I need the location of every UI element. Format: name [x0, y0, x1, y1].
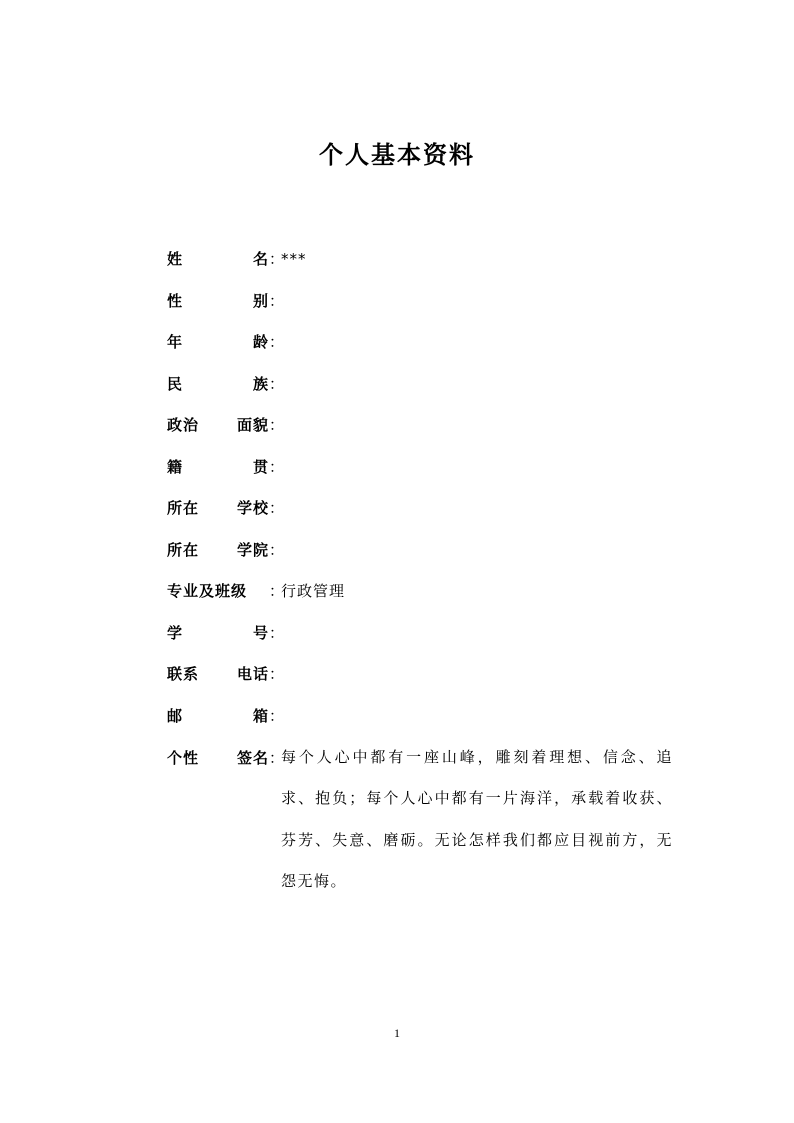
field-label	[167, 415, 269, 435]
field-label-left: 个性	[167, 749, 200, 767]
field-row-age	[167, 332, 687, 374]
field-label-right: 贯	[252, 457, 269, 476]
page-number: 1	[394, 1026, 400, 1040]
field-row-political-status	[167, 415, 687, 457]
field-row-signature	[167, 747, 687, 903]
field-label-right: 号	[252, 623, 269, 642]
field-label-right: 签名	[236, 749, 269, 767]
field-row-gender	[167, 291, 687, 333]
field-label-right: 名	[252, 250, 269, 268]
field-label-left: 籍	[167, 457, 184, 476]
field-label-right: 电话	[236, 665, 269, 683]
field-colon: ：	[269, 582, 285, 600]
field-row-phone	[167, 664, 687, 706]
field-label	[167, 540, 269, 560]
field-row-ethnicity	[167, 374, 687, 416]
field-label	[167, 664, 269, 684]
field-colon: ：	[269, 540, 285, 559]
field-label	[167, 623, 269, 643]
field-colon: ：	[269, 665, 285, 683]
field-label	[167, 332, 269, 352]
field-label	[167, 498, 269, 518]
field-colon: ：	[269, 706, 285, 725]
field-label-left: 年	[167, 333, 184, 351]
field-colon: ：	[269, 374, 285, 393]
profile-fields	[167, 249, 687, 903]
field-value-name: ***	[281, 250, 307, 268]
field-row-school	[167, 498, 687, 540]
document-title: 个人基本资料	[319, 141, 475, 169]
field-label	[167, 374, 269, 394]
field-label	[167, 706, 269, 726]
field-colon: ：	[269, 499, 285, 517]
field-label-right: 学院	[236, 540, 269, 559]
field-label-right: 别	[252, 291, 269, 310]
field-label-right: 面貌	[236, 416, 269, 434]
field-value-major-class: 行政管理	[281, 582, 346, 600]
field-row-college	[167, 540, 687, 582]
field-row-student-id	[167, 623, 687, 665]
field-colon: ：	[269, 250, 285, 268]
field-colon: ：	[269, 457, 285, 476]
field-label-left: 性	[167, 291, 184, 310]
field-row-name	[167, 249, 687, 291]
field-label-left: 姓	[167, 250, 184, 268]
field-label-left: 学	[167, 623, 184, 642]
field-label-right: 学校	[236, 499, 269, 517]
field-label	[167, 291, 269, 311]
field-label-left: 所在	[167, 499, 200, 517]
field-label-left: 邮	[167, 706, 184, 725]
field-label-right: 龄	[252, 333, 269, 351]
field-label-left: 民	[167, 374, 184, 393]
field-label-full: 专业及班级	[167, 582, 248, 600]
field-label	[167, 747, 269, 768]
field-row-major-class	[167, 581, 687, 623]
field-colon: ：	[269, 291, 285, 310]
signature-text: 每个人心中都有一座山峰，雕刻着理想、信念、追求、抱负；每个人心中都有一片海洋，承载着收获、芬芳、失意、磨砺。无论怎样我们都应目视前方，无怨无悔。	[281, 747, 673, 890]
field-label-left: 政治	[167, 416, 200, 434]
field-colon: ：	[269, 333, 285, 351]
field-row-native-place	[167, 457, 687, 499]
field-label	[167, 457, 269, 477]
field-label-right: 箱	[252, 706, 269, 725]
field-colon: ：	[269, 416, 285, 434]
field-colon: ：	[269, 623, 285, 642]
field-label-right: 族	[252, 374, 269, 393]
field-label-left: 联系	[167, 665, 200, 683]
field-label	[167, 249, 269, 269]
field-label-left: 所在	[167, 540, 200, 559]
field-colon: ：	[269, 749, 285, 767]
